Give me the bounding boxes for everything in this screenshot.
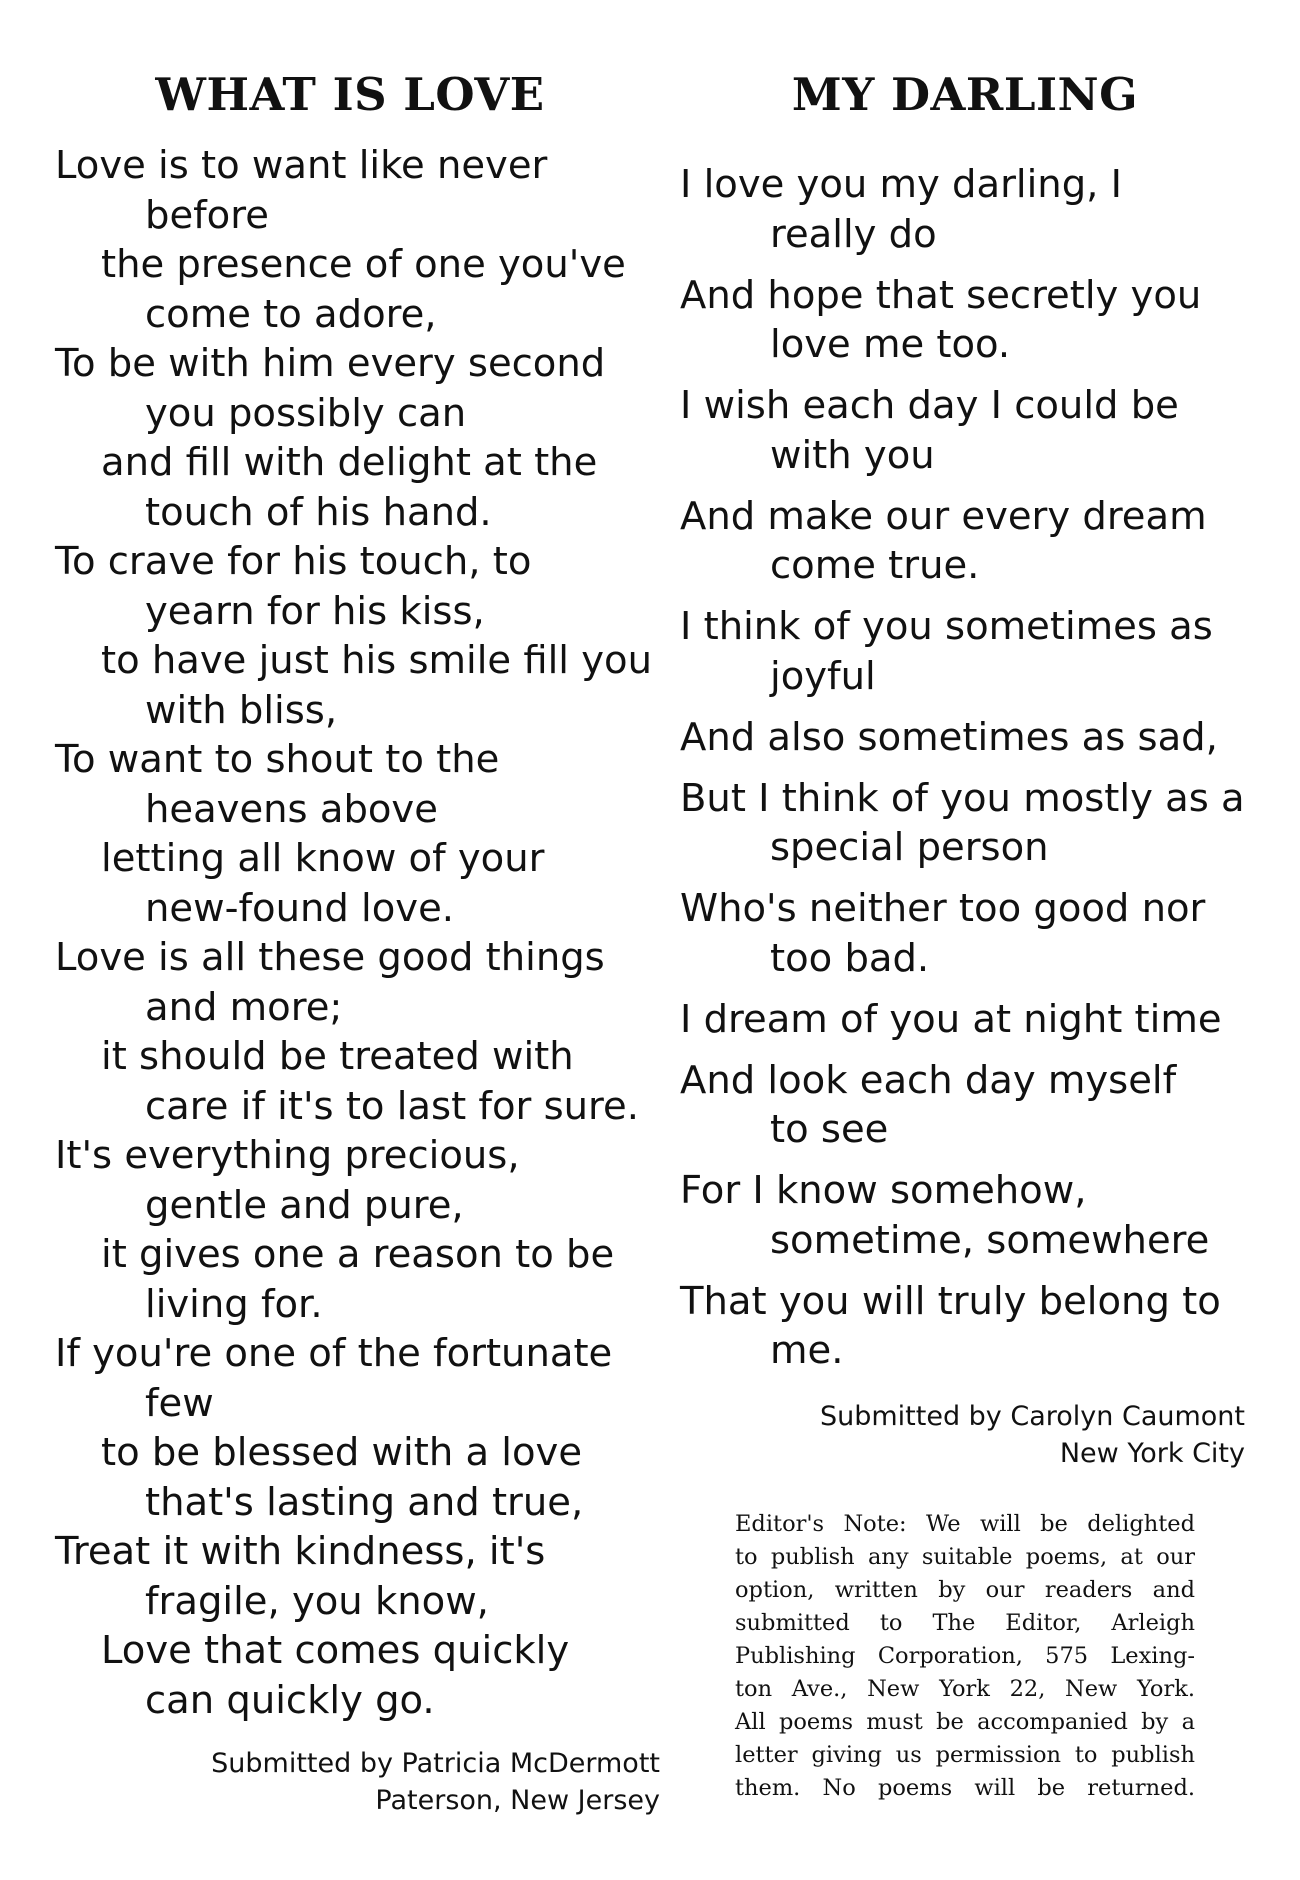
poem-line: before xyxy=(145,192,269,238)
poem-body xyxy=(680,160,1260,1387)
poem-line: the presence of one you've xyxy=(101,242,626,287)
poem-line: living for. xyxy=(145,1281,323,1327)
poem-line: If you're one of the fortunate xyxy=(55,1331,613,1376)
poem-line: come true. xyxy=(770,543,980,588)
poem-line: that's lasting and true, xyxy=(145,1479,584,1525)
poem-stanza xyxy=(680,995,1260,1045)
editors-note xyxy=(735,1508,1195,1805)
editors-note-line: them. No poems will be returned. xyxy=(735,1775,1195,1801)
poem-stanza xyxy=(680,492,1260,591)
poem-line: gentle and pure, xyxy=(145,1182,464,1228)
poem-line: Who's neither too good nor xyxy=(680,886,1206,931)
poem-line: to see xyxy=(770,1107,889,1152)
editors-note-line: letter giving us permission to publish xyxy=(735,1742,1195,1768)
editors-note-line: submitted to The Editor, Arleigh xyxy=(735,1610,1195,1636)
poem-stanza xyxy=(680,713,1260,763)
credit-location: New York City xyxy=(1059,1438,1245,1469)
poem-line: Love that comes quickly xyxy=(101,1628,570,1673)
poem-line: and more; xyxy=(145,984,343,1030)
poem-line: touch of his hand. xyxy=(145,489,492,535)
poem-line: can quickly go. xyxy=(145,1677,435,1723)
poem-line: And make our every dream xyxy=(680,493,1207,539)
poem-credit xyxy=(820,1398,1245,1472)
editors-note-line: All poems must be accompanied by a xyxy=(735,1709,1195,1735)
poem-stanza xyxy=(680,1277,1260,1376)
poem-line: to be blessed with a love xyxy=(101,1430,583,1475)
poem-line: letting all know of your xyxy=(101,836,545,881)
poem-line: joyful xyxy=(770,653,876,699)
poem-line: care if it's to last for sure. xyxy=(145,1083,639,1129)
credit-author: Submitted by Carolyn Caumont xyxy=(819,1401,1245,1432)
poem-line: Love is all these good things xyxy=(55,935,605,980)
poem-stanza xyxy=(680,160,1260,259)
poem-line: with you xyxy=(770,432,935,478)
poem-line: and fill with delight at the xyxy=(101,440,598,485)
poem-line: To be with him every second xyxy=(55,341,606,386)
poem-body xyxy=(55,141,655,1725)
credit-location: Paterson, New Jersey xyxy=(375,1785,660,1816)
poem-line: I wish each day I could be xyxy=(680,383,1179,428)
poem-line: Love is to want like never xyxy=(55,143,548,188)
poem-line: it should be treated with xyxy=(101,1034,574,1079)
poem-title: WHAT IS LOVE xyxy=(155,68,545,121)
poem-line: It's everything precious, xyxy=(55,1133,520,1178)
editors-note-line: ton Ave., New York 22, New York. xyxy=(735,1676,1195,1702)
poem-credit xyxy=(211,1745,660,1819)
poem-line: with bliss, xyxy=(145,687,338,733)
poem-stanza xyxy=(680,1056,1260,1155)
poem-line: yearn for his kiss, xyxy=(145,588,485,634)
poem-line: really do xyxy=(770,211,937,257)
poem-line: come to adore, xyxy=(145,291,437,337)
credit-author: Submitted by Patricia McDermott xyxy=(211,1748,660,1779)
poem-line: it gives one a reason to be xyxy=(101,1232,615,1277)
poem-title: MY DARLING xyxy=(791,68,1139,121)
poem-stanza xyxy=(680,1166,1260,1265)
poem-line: That you will truly belong to xyxy=(680,1278,1221,1324)
editors-note-line: Editor's Note: We will be delighted xyxy=(735,1511,1195,1537)
editors-note-line: to publish any suitable poems, at our xyxy=(735,1544,1195,1570)
editors-note-line: option, written by our readers and xyxy=(735,1577,1195,1603)
poem-line: But I think of you mostly as a xyxy=(680,775,1245,821)
poem-line: fragile, you know, xyxy=(145,1578,489,1624)
poem-line: you possibly can xyxy=(145,390,467,436)
poem-line: new-found love. xyxy=(145,885,455,931)
poem-line: And hope that secretly you xyxy=(680,272,1202,318)
poem-line: To crave for his touch, to xyxy=(55,539,532,584)
poem-line: love me too. xyxy=(770,322,1011,367)
poem-line: And also sometimes as sad, xyxy=(680,714,1218,760)
poem-line: To want to shout to the xyxy=(55,737,500,782)
poem-line: And look each day myself xyxy=(680,1057,1177,1103)
poem-line: I dream of you at night time xyxy=(680,996,1222,1042)
poem-line: special person xyxy=(770,825,1049,870)
editors-note-line: Publishing Corporation, 575 Lexing- xyxy=(735,1643,1195,1669)
poem-stanza xyxy=(680,271,1260,370)
poem-stanza xyxy=(680,774,1260,873)
poem-line: I love you my darling, I xyxy=(680,162,1122,207)
poem-line: sometime, somewhere xyxy=(770,1217,1210,1263)
poem-line: me. xyxy=(770,1328,844,1373)
poem-line: to have just his smile fill you xyxy=(101,638,652,683)
poem-line: I think of you sometimes as xyxy=(680,604,1213,649)
poem-line: For I know somehow, xyxy=(680,1168,1087,1213)
poem-stanza xyxy=(680,602,1260,701)
poem-line: too bad. xyxy=(770,935,930,981)
poem-line: heavens above xyxy=(145,786,438,832)
poem-line: Treat it with kindness, it's xyxy=(55,1529,546,1574)
poem-stanza xyxy=(680,884,1260,983)
poem-stanza xyxy=(680,381,1260,480)
poem-line: few xyxy=(145,1380,214,1426)
